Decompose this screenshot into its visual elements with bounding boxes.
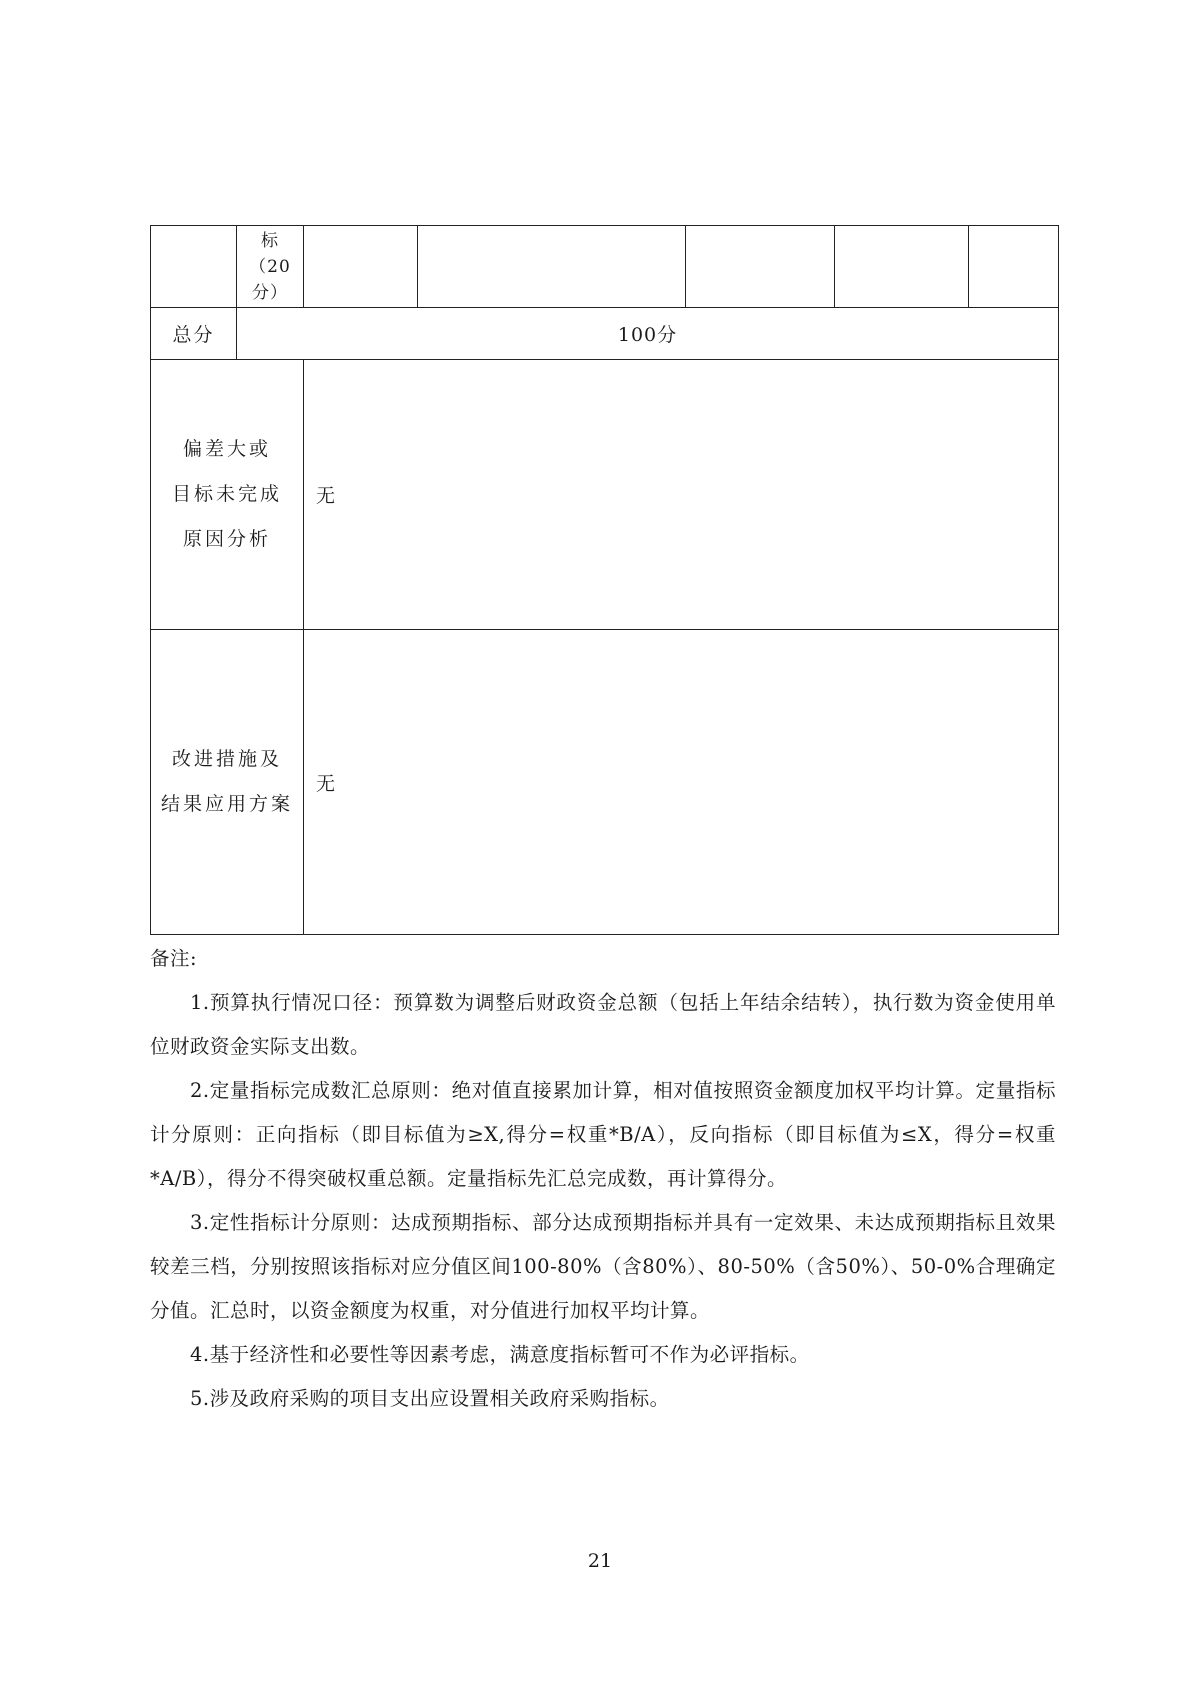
table-row-deviation <box>151 360 1059 630</box>
continued-indicator-label <box>237 226 304 308</box>
improvement-label-line: 结果应用方案 <box>160 793 293 815</box>
table-cell-empty <box>151 226 237 308</box>
table-cell-empty <box>418 226 686 308</box>
improvement-plan-label <box>151 630 304 935</box>
note-item: 3.定性指标计分原则：达成预期指标、部分达成预期指标并具有一定效果、未达成预期指标且效果较差三档，分别按照该指标对应分值区间100-80%（含80%）、80-50%（含50%）、50-0%合理确定分值。汇总时，以资金额度为权重，对分值进行加权平均计算。 <box>150 1211 1056 1322</box>
total-value: 100分 <box>237 308 1059 360</box>
note-item: 2.定量指标完成数汇总原则：绝对值直接累加计算，相对值按照资金额度加权平均计算。定量指标计分原则：正向指标（即目标值为≥X,得分=权重*B/A），反向指标（即目标值为≤X，得分=权重*A/B），得分不得突破权重总额。定量指标先汇总完成数，再计算得分。 <box>150 1079 1056 1190</box>
improvement-plan-value: 无 <box>304 630 1059 935</box>
table-cell-empty <box>304 226 418 308</box>
table-row-continued <box>151 226 1059 308</box>
deviation-label-line: 偏差大或 <box>182 438 271 460</box>
table-cell-empty <box>835 226 969 308</box>
deviation-analysis-value: 无 <box>304 360 1059 630</box>
performance-table <box>150 225 1059 935</box>
notes-heading: 备注: <box>150 947 198 970</box>
deviation-analysis-label <box>151 360 304 630</box>
table-cell-empty <box>686 226 835 308</box>
continued-label-line: 标 <box>261 230 279 251</box>
deviation-label-line: 原因分析 <box>182 528 271 550</box>
deviation-label-line: 目标未完成 <box>171 483 282 505</box>
notes-section <box>150 937 1056 1421</box>
table-row-improvement <box>151 630 1059 935</box>
continued-label-line: （20 <box>249 256 291 277</box>
improvement-label-line: 改进措施及 <box>171 748 282 770</box>
continued-label-line: 分） <box>252 282 288 303</box>
page-number: 21 <box>587 1550 613 1572</box>
note-item: 5.涉及政府采购的项目支出应设置相关政府采购指标。 <box>190 1387 670 1410</box>
note-item: 4.基于经济性和必要性等因素考虑，满意度指标暂可不作为必评指标。 <box>190 1343 810 1366</box>
table-row-total <box>151 308 1059 360</box>
note-item: 1.预算执行情况口径：预算数为调整后财政资金总额（包括上年结余结转），执行数为资金使用单位财政资金实际支出数。 <box>150 991 1056 1058</box>
total-label: 总分 <box>151 308 237 360</box>
table-cell-empty <box>969 226 1059 308</box>
